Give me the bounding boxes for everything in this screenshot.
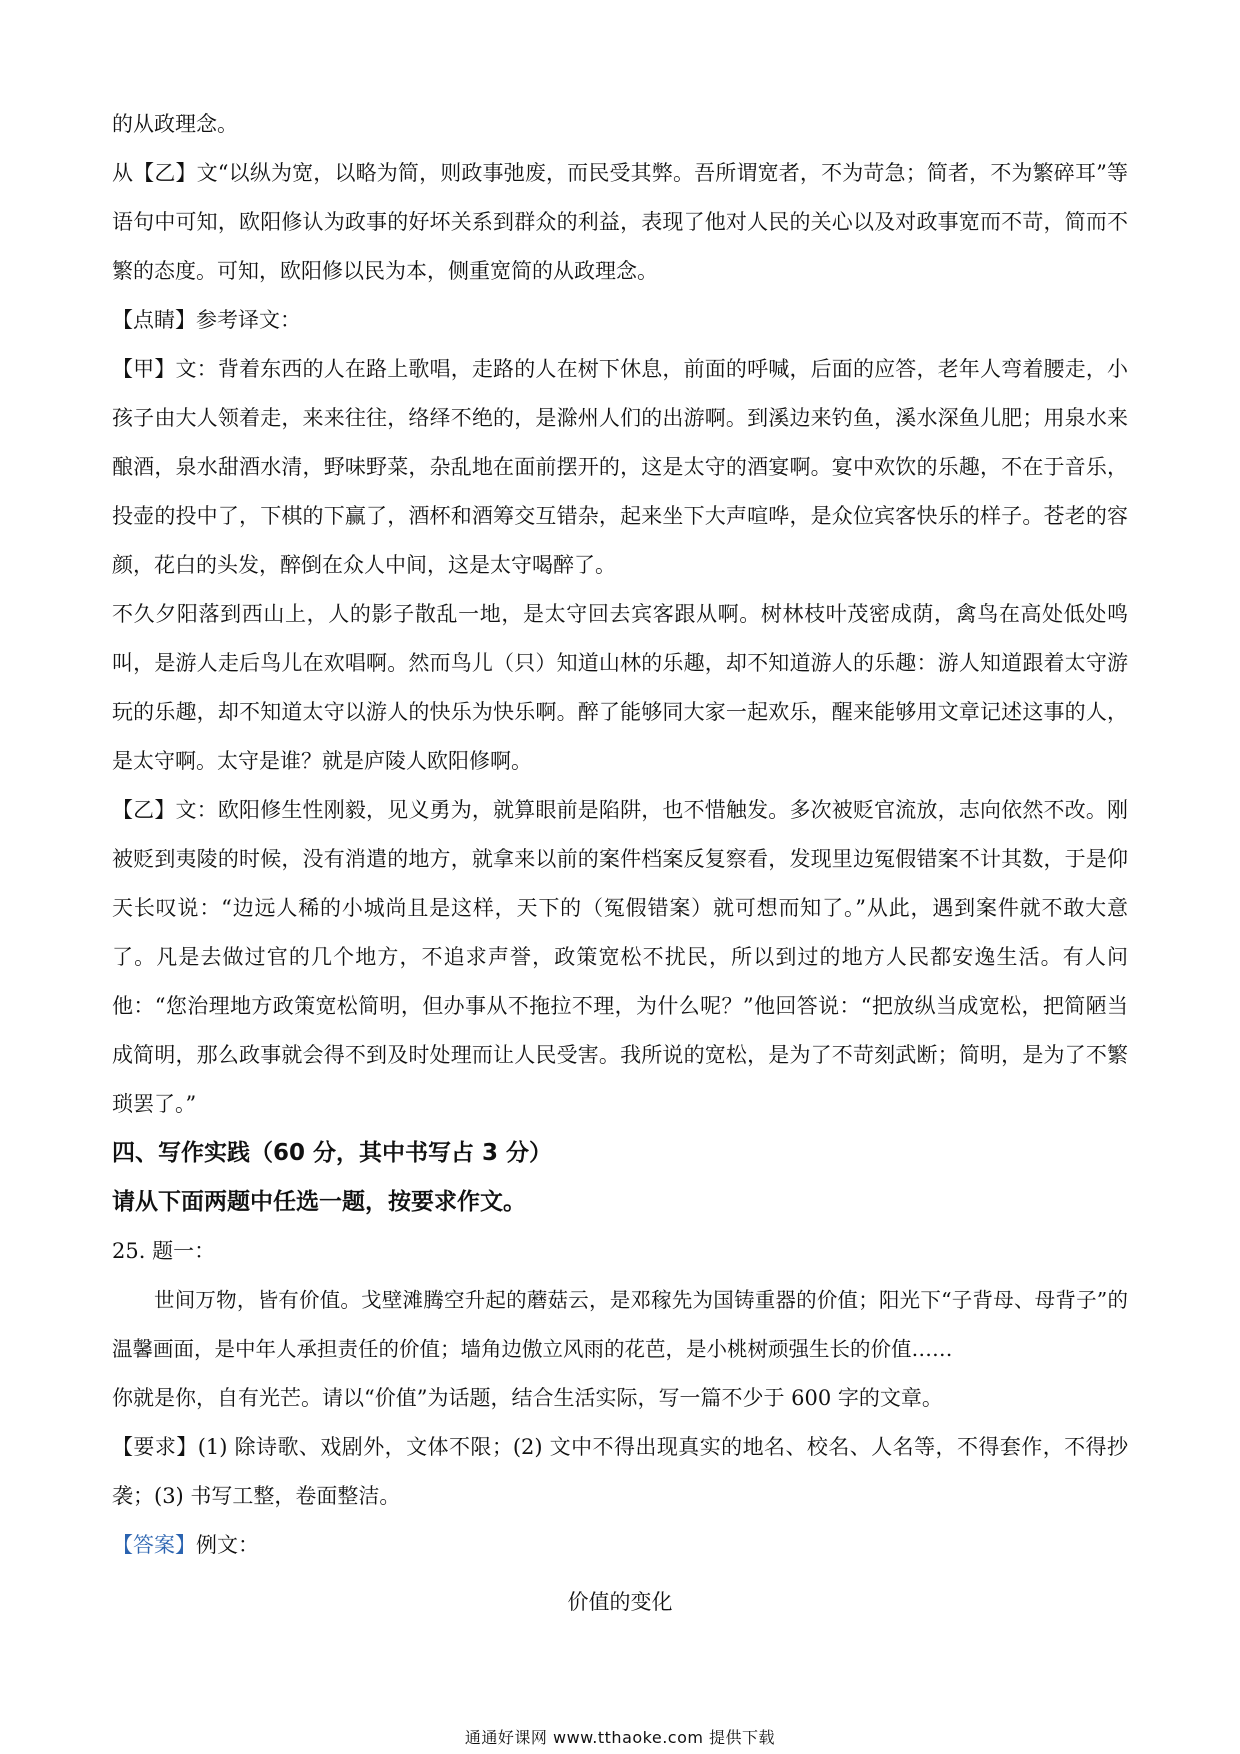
- paragraph-analysis-yi: 从【乙】文“以纵为宽，以略为简，则政事弛废，而民受其弊。吾所谓宽者，不为苛急；简者，不为繁碎耳”等语句中可知，欧阳修认为政事的好坏关系到群众的利益，表现了他对人民的关心以及对政事宽而不苛，简而不繁的态度。可知，欧阳修以民为本，侧重宽简的从政理念。: [112, 161, 1128, 283]
- page-footer: 通通好课网 www.tthaoke.com 提供下载: [464, 1728, 776, 1747]
- writing-requirements: 【要求】(1) 除诗歌、戏剧外，文体不限；(2) 文中不得出现真实的地名、校名、人名等，不得套作，不得抄袭；(3) 书写工整，卷面整洁。: [112, 1435, 1128, 1508]
- writing-prompt-topic: 你就是你，自有光芒。请以“价值”为话题，结合生活实际，写一篇不少于 600 字的文章。: [112, 1386, 943, 1410]
- writing-prompt-text: 世间万物，皆有价值。戈壁滩腾空升起的蘑菇云，是邓稼先为国铸重器的价值；阳光下“子背母、母背子”的温馨画面，是中年人承担责任的价值；墙角边傲立风雨的花芭，是小桃树顽强生长的价值……: [112, 1288, 1128, 1361]
- answer-tag: 【答案】: [112, 1533, 196, 1557]
- paragraph-translation-jia-1: 【甲】文：背着东西的人在路上歌唱，走路的人在树下休息，前面的呼喊，后面的应答，老年人弯着腰走，小孩子由大人领着走，来来往往，络绎不绝的，是滁州人们的出游啊。到溪边来钓鱼，溪水深鱼儿肥；用泉水来酿酒，泉水甜酒水清，野味野菜，杂乱地在面前摆开的，这是太守的酒宴啊。宴中欢饮的乐趣，不在于音乐，投壶的投中了，下棋的下赢了，酒杯和酒筹交互错杂，起来坐下大声喧哗，是众位宾客快乐的样子。苍老的容颜，花白的头发，醉倒在众人中间，这是太守喝醉了。: [112, 357, 1128, 577]
- document-body: [112, 100, 1128, 1627]
- answer-line: [112, 1521, 1128, 1570]
- essay-title: 价值的变化: [567, 1590, 673, 1614]
- section-instruction: 请从下面两题中任选一题，按要求作文。: [112, 1189, 526, 1215]
- section-heading-writing: 四、写作实践（60 分，其中书写占 3 分）: [112, 1140, 553, 1166]
- paragraph-continuation: 的从政理念。: [112, 112, 238, 136]
- paragraph-translation-jia-2: 不久夕阳落到西山上，人的影子散乱一地，是太守回去宾客跟从啊。树林枝叶茂密成荫，禽鸟在高处低处鸣叫，是游人走后鸟儿在欢唱啊。然而鸟儿（只）知道山林的乐趣，却不知道游人的乐趣：游人知道跟着太守游玩的乐趣，却不知道太守以游人的快乐为快乐啊。醉了能够同大家一起欢乐，醒来能够用文章记述这事的人，是太守啊。太守是谁？就是庐陵人欧阳修啊。: [112, 602, 1128, 773]
- paragraph-translation-yi: 【乙】文：欧阳修生性刚毅，见义勇为，就算眼前是陷阱，也不惜触发。多次被贬官流放，志向依然不改。刚被贬到夷陵的时候，没有消遣的地方，就拿来以前的案件档案反复察看，发现里边冤假错案不计其数，于是仰天长叹说：“边远人稀的小城尚且是这样，天下的（冤假错案）就可想而知了。”从此，遇到案件就不敢大意了。凡是去做过官的几个地方，不追求声誉，政策宽松不扰民，所以到过的地方人民都安逸生活。有人问他：“您治理地方政策宽松简明，但办事从不拖拉不理，为什么呢？”他回答说：“把放纵当成宽松，把简陋当成简明，那么政事就会得不到及时处理而让人民受害。我所说的宽松，是为了不苛刻武断；简明，是为了不繁琐罢了。”: [112, 798, 1128, 1116]
- answer-label: 例文：: [196, 1533, 259, 1557]
- paragraph-dianjing: 【点睛】参考译文：: [112, 308, 301, 332]
- question-number: 25. 题一：: [112, 1239, 216, 1263]
